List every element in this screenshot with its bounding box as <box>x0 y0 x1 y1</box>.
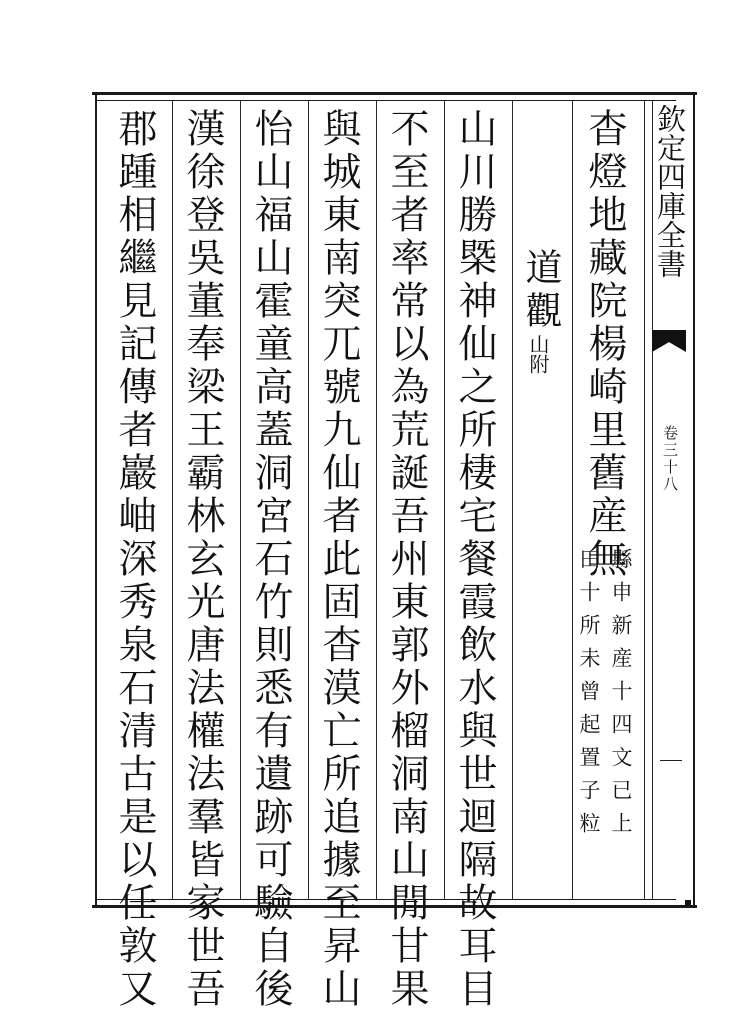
column-divider <box>444 100 445 899</box>
left-border <box>95 95 97 907</box>
section-heading-note: 山附 <box>526 334 550 374</box>
text-column-9: 郡踵相繼見記傳者巖岫深秀泉石清古是以任敦又 <box>112 108 157 1011</box>
annotation-right: 縣申新産十四文已上 <box>609 548 633 845</box>
text-column-5: 不至者率常以為荒誕吾州東郭外榴洞南山閒甘果 <box>384 108 429 1011</box>
top-border-inner <box>96 100 676 101</box>
volume-number: 卷三十八 <box>661 425 679 493</box>
text-column-4: 山川勝槩神仙之所棲宅餐霞飲水與世迴隔故耳目 <box>452 108 497 1011</box>
text-column-8: 漢徐登吳董奉梁王霸林玄光唐法權法羣皆家世吾 <box>180 108 225 1011</box>
column-divider <box>240 100 241 899</box>
book-title: 欽定四庫全書 <box>653 104 687 278</box>
text-column-7: 怡山福山霍童高蓋洞宮石竹則悉有遺跡可驗自後 <box>248 108 293 1011</box>
text-column-1: 杳燈地藏院楊崎里舊産無 <box>582 108 627 581</box>
top-border-outer <box>92 92 697 95</box>
section-heading: 道觀 <box>519 248 562 334</box>
column-divider <box>572 100 573 899</box>
annotation-left: 田十所未曾起置子粒 <box>577 548 601 845</box>
margin-divider <box>644 100 645 899</box>
column-divider <box>308 100 309 899</box>
fishtail-mark <box>652 330 686 352</box>
column-divider <box>172 100 173 899</box>
text-column-6: 與城東南突兀號九仙者此固杳漠亡所追據至昇山 <box>316 108 361 1011</box>
column-divider <box>512 100 513 899</box>
right-border <box>693 95 695 907</box>
edge-mark <box>685 900 691 906</box>
margin-tick <box>660 760 682 761</box>
column-divider <box>376 100 377 899</box>
